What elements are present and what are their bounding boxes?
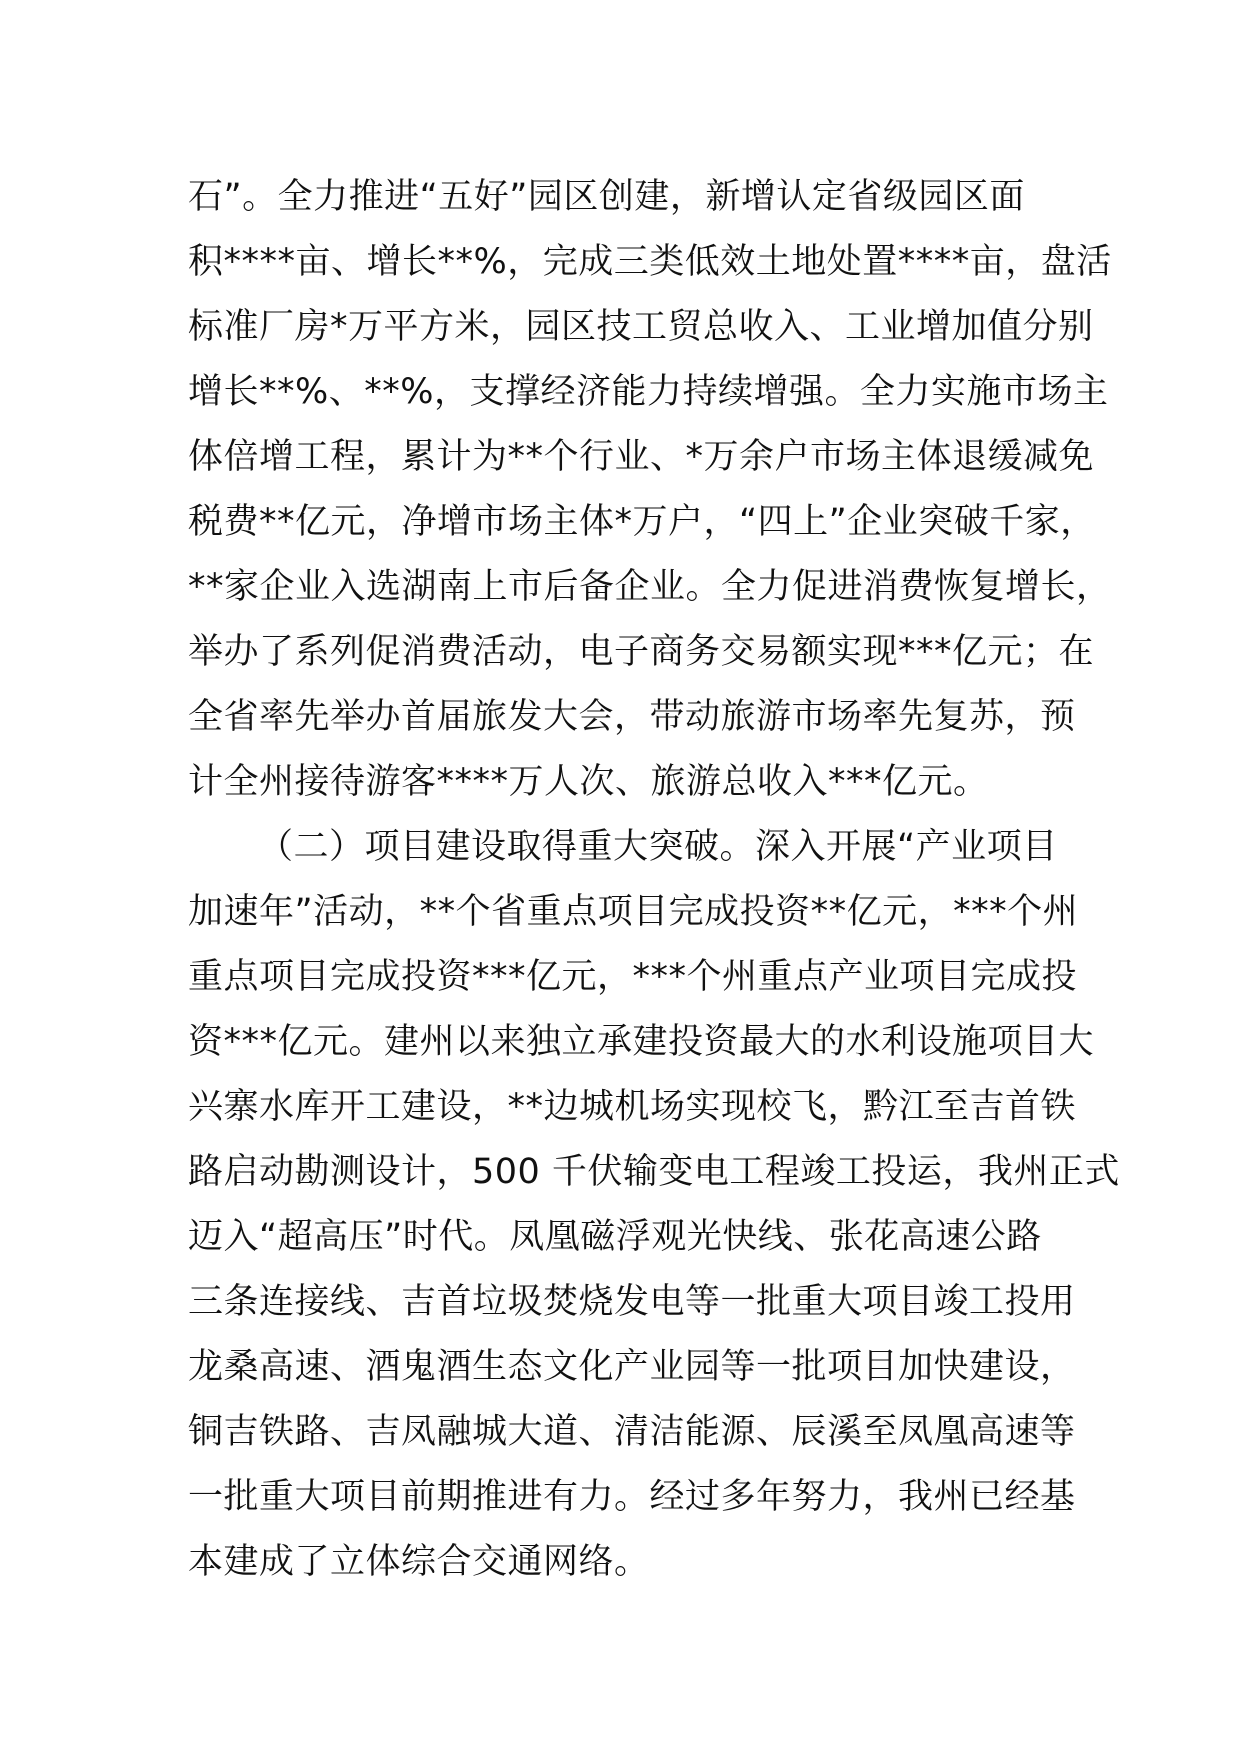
text-line: 加速年”活动，**个省重点项目完成投资**亿元，***个州 [188, 892, 1079, 932]
text-line: 资***亿元。建州以来独立承建投资最大的水利设施项目大 [188, 1022, 1095, 1062]
section-heading-line: （二）项目建设取得重大突破。深入开展“产业项目 [258, 827, 1058, 867]
text-line: 路启动勘测设计，500 千伏输变电工程竣工投运，我州正式 [188, 1152, 1120, 1192]
text-line: 体倍增工程，累计为**个行业、*万余户市场主体退缓减免 [188, 437, 1095, 477]
text-line: 兴寨水库开工建设，**边城机场实现校飞，黔江至吉首铁 [188, 1087, 1077, 1127]
paragraph-continued [188, 165, 1112, 815]
text-line: 石”。全力推进“五好”园区创建，新增认定省级园区面 [188, 177, 1025, 217]
text-line: 全省率先举办首届旅发大会，带动旅游市场率先复苏，预 [188, 697, 1076, 737]
text-line: 计全州接待游客****万人次、旅游总收入***亿元。 [188, 762, 989, 802]
text-line: 一批重大项目前期推进有力。经过多年努力，我州已经基 [188, 1477, 1076, 1517]
text-line: 举办了系列促消费活动，电子商务交易额实现***亿元；在 [188, 632, 1095, 672]
body-text [188, 165, 1120, 1595]
text-line: 税费**亿元，净增市场主体*万户，“四上”企业突破千家， [188, 502, 1096, 542]
text-line: 积****亩、增长**%，完成三类低效土地处置****亩，盘活 [188, 242, 1112, 282]
text-line: 重点项目完成投资***亿元，***个州重点产业项目完成投 [188, 957, 1078, 997]
text-line: 增长**%、**%，支撑经济能力持续增强。全力实施市场主 [188, 372, 1109, 412]
text-line: 本建成了立体综合交通网络。 [188, 1542, 650, 1582]
text-line: 标准厂房*万平方米，园区技工贸总收入、工业增加值分别 [188, 307, 1094, 347]
paragraph-project-construction [188, 815, 1120, 1595]
text-line: 三条连接线、吉首垃圾焚烧发电等一批重大项目竣工投用 [188, 1282, 1076, 1322]
text-line: 迈入“超高压”时代。凤凰磁浮观光快线、张花高速公路 [188, 1217, 1042, 1257]
text-line: **家企业入选湖南上市后备企业。全力促进消费恢复增长， [188, 567, 1112, 607]
text-line: 铜吉铁路、吉凤融城大道、清洁能源、辰溪至凤凰高速等 [188, 1412, 1076, 1452]
text-line: 龙桑高速、酒鬼酒生态文化产业园等一批项目加快建设， [188, 1347, 1076, 1387]
